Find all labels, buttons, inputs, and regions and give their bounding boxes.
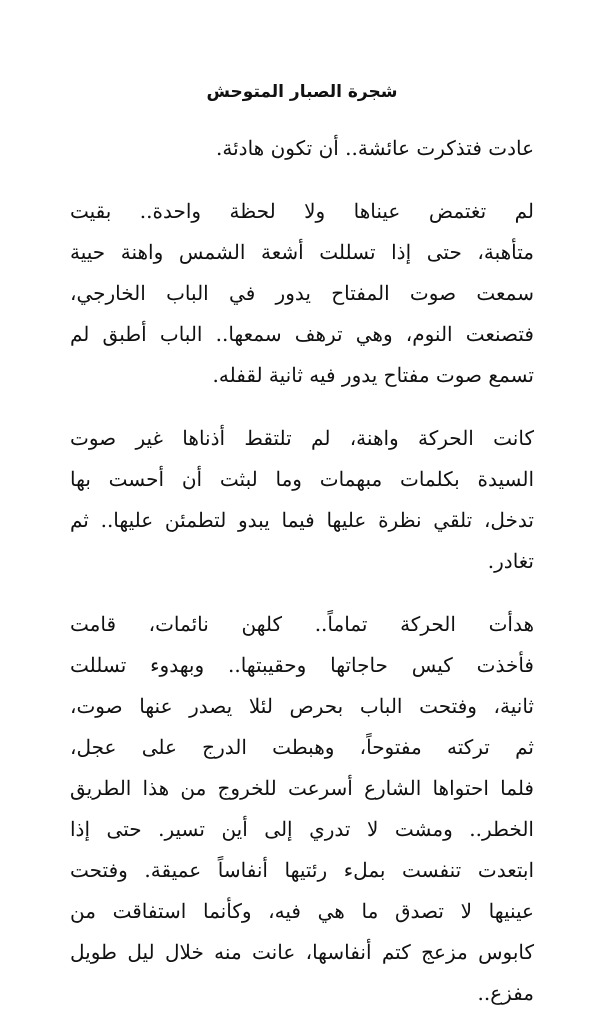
text-line: هدأت الحركة تماماً.. كلهن نائمات، قامت <box>70 612 534 636</box>
text-line: ثم تركته مفتوحاً، وهبطت الدرج على عجل، <box>70 735 534 759</box>
paragraph-1 <box>70 128 534 169</box>
paragraph-4 <box>70 604 534 1014</box>
text-line: تسمع صوت مفتاح يدور فيه ثانية لقفله. <box>212 363 534 387</box>
text-line: ثانية، وفتحت الباب بحرص لئلا يصدر عنها صوت، <box>70 694 534 718</box>
text-line: لم تغتمض عيناها ولا لحظة واحدة.. بقيت <box>70 199 534 223</box>
text-line: الخطر.. ومشت لا تدري إلى أين تسير. حتى إذا <box>70 817 534 841</box>
text-line: عينيها لا تصدق ما هي فيه، وكأنما استفاقت من <box>70 899 534 923</box>
paragraph-2 <box>70 191 534 396</box>
text-line: متأهبة، حتى إذا تسللت أشعة الشمس واهنة حيية <box>70 240 534 264</box>
text-line: سمعت صوت المفتاح يدور في الباب الخارجي، <box>70 281 534 305</box>
text-line: مفزع.. <box>477 981 534 1005</box>
text-line: كابوس مزعج كتم أنفاسها، عانت منه خلال ليل طويل <box>70 940 534 964</box>
chapter-title: شجرة الصبار المتوحش <box>206 82 398 102</box>
text-line: كانت الحركة واهنة، لم تلتقط أذناها غير صوت <box>70 426 534 450</box>
paragraph-3 <box>70 418 534 582</box>
text-line: فلما احتواها الشارع أسرعت للخروج من هذا الطريق <box>70 776 534 800</box>
text-line: عادت فتذكرت عائشة.. أن تكون هادئة. <box>216 136 534 160</box>
text-line: ابتعدت تنفست بملء رئتيها أنفاساً عميقة. وفتحت <box>70 858 534 882</box>
text-line: تدخل، تلقي نظرة عليها فيما يبدو لتطمئن عليها.. ثم <box>70 508 534 532</box>
text-line: فأخذت كيس حاجاتها وحقيبتها.. وبهدوء تسللت <box>70 653 534 677</box>
text-line: السيدة بكلمات مبهمات وما لبثت أن أحست بها <box>70 467 534 491</box>
text-line: فتصنعت النوم، وهي ترهف سمعها.. الباب أطبق لم <box>70 322 534 346</box>
text-line: تغادر. <box>487 549 534 573</box>
